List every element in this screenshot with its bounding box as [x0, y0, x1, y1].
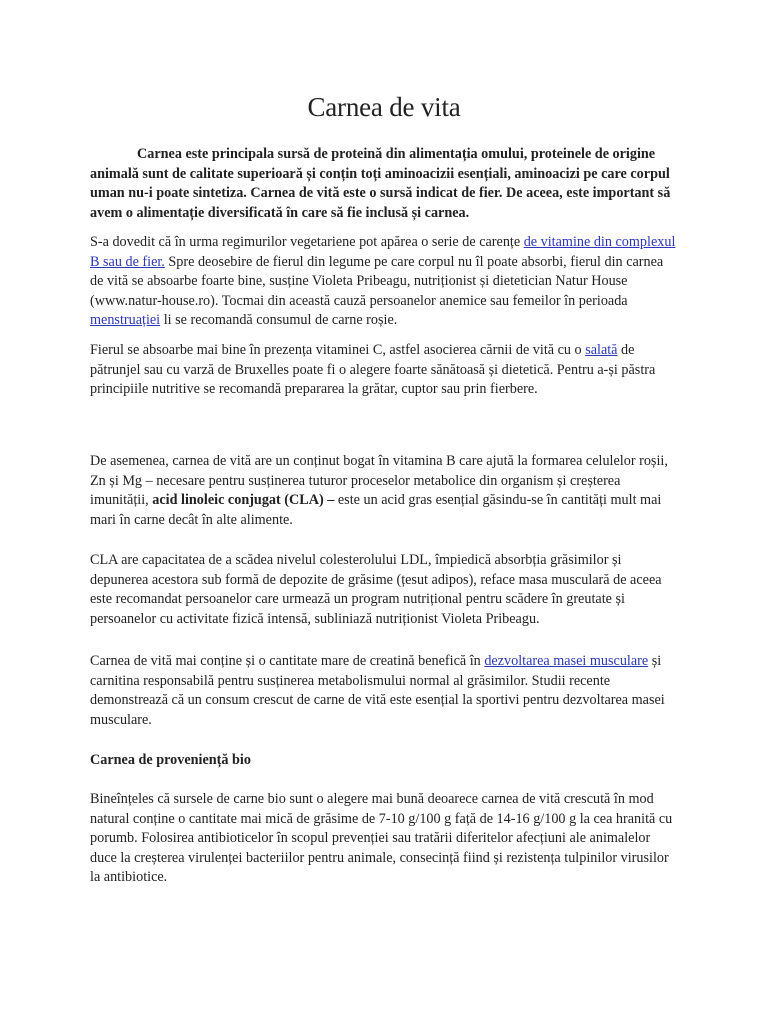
paragraph-bio: Bineînțeles că sursele de carne bio sunt o alegere mai bună deoarece carnea de vită crescută în mod natural conține o cantitate mai mică de grăsime de 7-10 g/100 g față de 14-16 g/100 g la cea hranită cu porumb. Folosirea antibioticelor în scopul prevenției sau tratării diferitelor afecțiuni ale animalelor duce la creșterea virulenței bacteriilor pentru animale, consecință fiind și rezistența tulpinilor virusilor la antibiotice. [90, 791, 673, 885]
paragraph-text: li se recomandă consumul de carne roșie. [160, 312, 398, 328]
intro-paragraph: Carnea este principala sursă de proteină din alimentația omului, proteinele de origine animală sunt de calitate superioară și conțin toți aminoacizii esențiali, aminoacizi pe care corpul uman nu-i poate sintetiza. Carnea de vită este o sursă indicat de fier. De aceea, este important să avem o alimentație diversificată în care să fie inclusă și carnea. [90, 146, 671, 221]
paragraph-text: și carnitina responsabilă pentru susținerea metabolismului normal al grăsimilor. Studii recente demonstrează că un consum crescut de carne de vită este esențial la sportivi pentru dezvoltarea masei musculare. [90, 653, 665, 728]
paragraph-creatina [90, 652, 680, 730]
paragraph-carente [90, 233, 680, 331]
vitamine-link[interactable]: de vitamine din complexul B sau de fier. [90, 234, 676, 270]
paragraph-text: Carnea de vită mai conține și o cantitate mare de creatină benefică în [90, 653, 485, 669]
paragraph-vitamina-c [90, 341, 680, 400]
cla-bold-text: acid linoleic conjugat (CLA) – [152, 492, 335, 508]
masa-musculara-link[interactable]: dezvoltarea masei musculare [484, 653, 649, 669]
paragraph-text: de pătrunjel sau cu varză de Bruxelles poate fi o alegere foarte sănătoasă și dietetică. Pentru a-și păstra principiile nutritive se recomandă prepararea la grătar, cuptor sau prin fierbere. [90, 342, 656, 397]
salata-link[interactable]: salată [585, 342, 618, 358]
paragraph-text: Spre deosebire de fierul din legume pe care corpul nu îl poate absorbi, fierul din carnea de vită se absoarbe foarte bine, susține Violeta Pribeagu, nutriționist și dietetician Natur House (www.natur-house.ro). Tocmai din această cauză persoanelor anemice sau femeilor în perioada [90, 253, 664, 309]
page-title: Carnea de vita [307, 92, 461, 122]
menstruatie-link[interactable]: menstruației [90, 312, 161, 328]
paragraph-text: Fierul se absoarbe mai bine în prezența vitaminei C, astfel asocierea cărnii de vită cu o [90, 342, 586, 358]
section-heading-bio: Carnea de proveniență bio [90, 752, 251, 768]
paragraph-text: este un acid gras esențial găsindu-se în cantități mult mai mari în carne decât în alte alimente. [90, 492, 662, 528]
paragraph-vitamina-b [90, 452, 680, 530]
paragraph-text: S-a dovedit că în urma regimurilor vegetariene pot apărea o serie de carențe [90, 234, 524, 250]
paragraph-text: De asemenea, carnea de vită are un conținut bogat în vitamina B care ajută la formarea celulelor roșii, Zn și Mg – necesare pentru susținerea tuturor proceselor metabolice din organism și creșterea imunității, [90, 453, 668, 508]
paragraph-cla: CLA are capacitatea de a scădea nivelul colesterolului LDL, împiedică absorbția grăsimilor și depunerea acestora sub formă de depozite de grăsime (țesut adipos), reface masa musculară de aceea este recomandat persoanelor care urmează un program nutrițional pentru scădere în greutate și persoanelor cu activitate fizică intensă, subliniază nutriționist Violeta Pribeagu. [90, 552, 662, 627]
